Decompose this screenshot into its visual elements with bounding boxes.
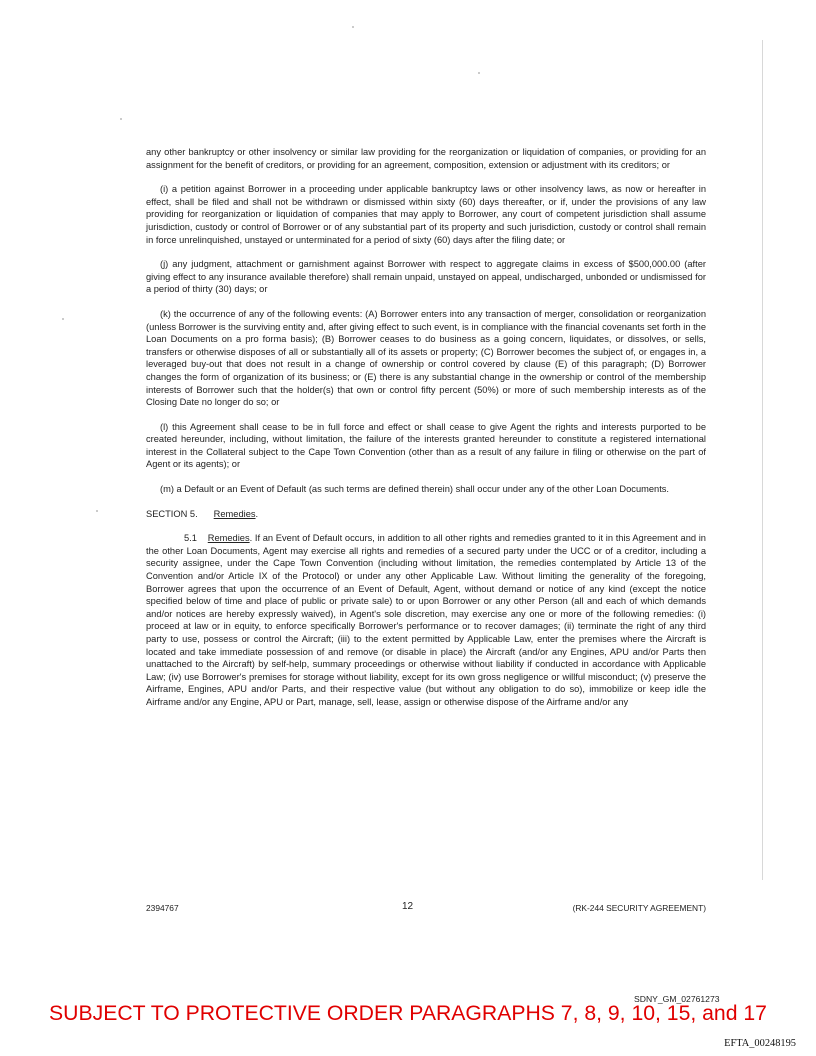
footer-doc-number: 2394767 [146,903,179,913]
paragraph-k: (k) the occurrence of any of the following events: (A) Borrower enters into any transaction of merger, consolidation or reorganization (unless Borrower is the surviving entity and, after giving effect to such event, is in compliance with the financial covenants set forth in the Loan Documents on a pro forma basis); (B) Borrower ceases to do business as a going concern, liquidates, or dissolves, or sells, transfers or otherwise disposes of all or substantially all of its assets or property; (C) Borrower becomes the subject of, or engages in, a leveraged buy-out that does not result in a change of ownership or control covered by clause (E) of this paragraph; (D) Borrower changes the form of organization of its business; or (E) there is any substantial change in the ownership or control of the membership interests of Borrower such that the holder(s) that own or control fifty percent (50%) or more of such membership interests as of the Closing Date no longer do so; or [146,308,706,408]
paragraph-j: (j) any judgment, attachment or garnishment against Borrower with respect to aggregate claims in excess of $500,000.00 (after giving effect to any insurance available therefore) shall remain unpaid, unstayed on appeal, undischarged, unbonded or undismissed for a period of thirty (30) days; or [146,259,706,295]
efta-id: EFTA_00248195 [724,1038,796,1049]
paragraph-l: (l) this Agreement shall cease to be in full force and effect or shall cease to give Agent the rights and interests purported to be created hereunder, including, without limitation, the failure of the interests granted hereunder to constitute a registered international interest in the Collateral subject to the Cape Town Convention (other than as a result of any failure in filing or otherwise on the part of Agent or its agents); or [146,421,706,470]
section-title-period: . [255,508,259,519]
scan-speck [120,118,122,120]
remedy-number: 5.1 [184,533,197,544]
paragraph-i: (i) a petition against Borrower in a proceeding under applicable bankruptcy laws or other insolvency laws, as now or hereafter in effect, shall be filed and shall not be withdrawn or dismissed within sixty (60) days thereafter, or if, under the provisions of any law providing for reorganization or liquidation of companies that may apply to Borrower, any court of competent jurisdiction shall assume jurisdiction, custody or control of Borrower or of any substantial part of its property and such jurisdiction, custody or control shall remain in force unrelinquished, unstayed or unterminated for a period of sixty (60) days after the filing date; or [146,184,706,245]
paragraph-intro: any other bankruptcy or other insolvency or similar law providing for the reorganization or liquidation of companies, or providing for an assignment for the benefit of creditors, or providing for an agreement, composition, extension or adjustment with its creditors; or [146,147,706,170]
bates-number: SDNY_GM_02761273 [634,994,720,1004]
page-footer [146,903,706,915]
footer-doc-title: (RK-244 SECURITY AGREEMENT) [572,903,706,913]
paragraph-remedies [146,532,706,708]
scan-page-edge [762,40,763,880]
document-body [146,146,706,721]
scan-speck [96,510,98,512]
remedy-text: . If an Event of Default occurs, in addition to all other rights and remedies granted to it in this Agreement and in the other Loan Documents, Agent may exercise all rights and remedies of a secured party under the UCC or of a creditor, including a security assignee, under the Cape Town Convention (including without limitation, the remedies contemplated by Article 13 of the Convention and/or Article IX of the Protocol) or under any other Applicable Law. Without limiting the generality of the foregoing, Borrower agrees that upon the occurrence of an Event of Default, Agent, without demand or notice of any kind (except the notice specified below of time and place of public or private sale) to or upon Borrower or any other Person (all and each of which demands and/or notices are hereby expressly waived), in Agent's sole discretion, may exercise any one or more of the following remedies: (i) proceed at law or in equity, to enforce specifically Borrower's performance or to recover damages; (ii) terminate the right of any third party to use, possess or control the Aircraft; (iii) to the extent permitted by Applicable Law, enter the premises where the Aircraft is located and take immediate possession of and remove (or disable in place) the Aircraft (and/or any Engines, APU and/or Parts then unattached to the Aircraft) by self-help, summary proceedings or otherwise without liability if conducted in accordance with Applicable Law; (iv) use Borrower's premises for storage without liability, except for its own gross negligence or willful misconduct; (v) preserve the Airframe, Engines, APU and/or Parts, and their respective value (but without any obligation to do so), immobilize or keep idle the Airframe and/or any Engine, APU or Part, manage, sell, lease, assign or otherwise dispose of the Airframe and/or any [146,533,706,707]
scan-speck [478,72,480,74]
section-heading [146,508,706,521]
paragraph-m: (m) a Default or an Event of Default (as such terms are defined therein) shall occur under any of the other Loan Documents. [160,484,670,495]
section-title: Remedies [213,508,256,519]
remedy-heading: Remedies [207,533,250,544]
scan-speck [352,26,354,28]
protective-order-notice: SUBJECT TO PROTECTIVE ORDER PARAGRAPHS 7, 8, 9, 10, 15, and 17 [49,1002,767,1025]
scan-speck [62,318,64,320]
section-label: SECTION 5. [146,508,198,519]
footer-page-number: 12 [402,901,414,912]
